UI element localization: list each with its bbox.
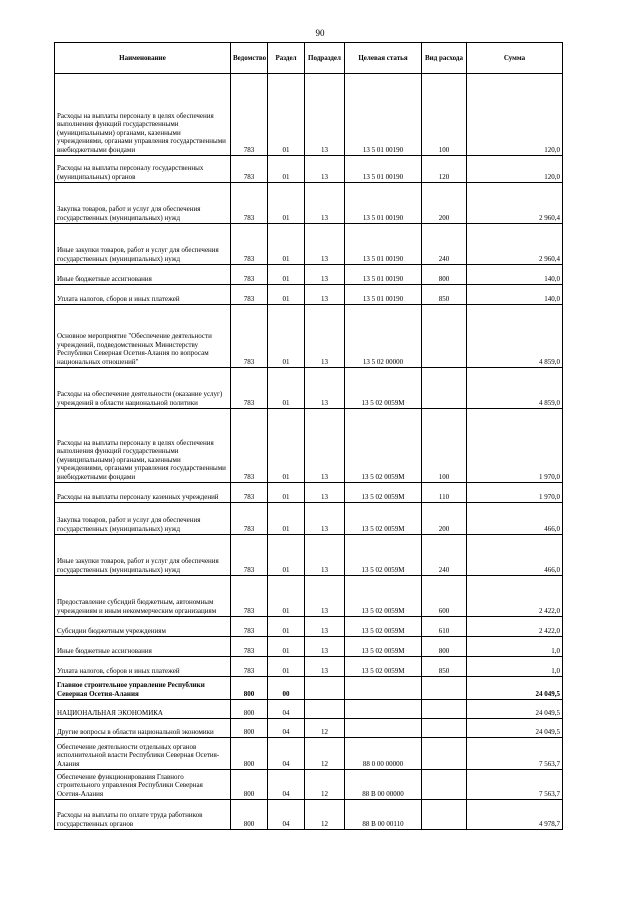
cell-name: Закупка товаров, работ и услуг для обеспечения государственных (муниципальных) нужд	[55, 183, 231, 224]
cell-department: 800	[231, 770, 268, 800]
cell-amount: 7 563,7	[467, 770, 563, 800]
cell-name: Субсидии бюджетным учреждениям	[55, 617, 231, 637]
cell-target-item: 13 5 02 0059М	[345, 368, 422, 409]
cell-expense-type	[422, 305, 467, 368]
cell-target-item: 13 5 02 0059М	[345, 409, 422, 483]
cell-section: 04	[268, 700, 305, 719]
table-row	[55, 637, 563, 657]
cell-section: 04	[268, 738, 305, 770]
cell-section: 01	[268, 483, 305, 503]
cell-amount: 120,0	[467, 74, 563, 156]
table-row	[55, 368, 563, 409]
cell-subsection: 13	[305, 224, 345, 265]
cell-department: 783	[231, 503, 268, 535]
cell-subsection: 13	[305, 637, 345, 657]
cell-section: 01	[268, 305, 305, 368]
cell-target-item: 88 0 00 00000	[345, 738, 422, 770]
header-target-item: Целевая статья	[345, 43, 422, 74]
cell-section: 01	[268, 637, 305, 657]
cell-section: 00	[268, 677, 305, 700]
cell-expense-type: 610	[422, 617, 467, 637]
cell-name: Иные закупки товаров, работ и услуг для обеспечения государственных (муниципальных) нужд	[55, 535, 231, 576]
cell-amount: 2 422,0	[467, 576, 563, 617]
cell-name: Иные бюджетные ассигнования	[55, 637, 231, 657]
cell-department: 783	[231, 576, 268, 617]
cell-amount: 466,0	[467, 535, 563, 576]
cell-amount: 140,0	[467, 285, 563, 305]
cell-target-item	[345, 719, 422, 738]
cell-department: 783	[231, 285, 268, 305]
table-row	[55, 503, 563, 535]
cell-name: Расходы на выплаты персоналу казенных учреждений	[55, 483, 231, 503]
cell-name: Расходы на выплаты по оплате труда работников государственных органов	[55, 800, 231, 830]
table-row	[55, 770, 563, 800]
table-row	[55, 657, 563, 677]
cell-amount: 24 049,5	[467, 677, 563, 700]
cell-subsection	[305, 677, 345, 700]
cell-subsection: 13	[305, 285, 345, 305]
cell-section: 01	[268, 657, 305, 677]
cell-name: Расходы на обеспечение деятельности (оказание услуг) учреждений в области национальной политики	[55, 368, 231, 409]
cell-section: 04	[268, 770, 305, 800]
cell-subsection: 13	[305, 503, 345, 535]
cell-section: 01	[268, 224, 305, 265]
cell-name: Обеспечение деятельности отдельных органов исполнительной власти Республики Северная Осетия-Алания	[55, 738, 231, 770]
cell-subsection: 13	[305, 183, 345, 224]
cell-target-item: 13 5 01 00190	[345, 74, 422, 156]
cell-expense-type: 600	[422, 576, 467, 617]
table-row	[55, 265, 563, 285]
table-row	[55, 700, 563, 719]
cell-target-item: 13 5 02 0059М	[345, 535, 422, 576]
table-row	[55, 183, 563, 224]
cell-amount: 1,0	[467, 657, 563, 677]
cell-amount: 1 970,0	[467, 483, 563, 503]
cell-department: 783	[231, 483, 268, 503]
cell-target-item: 13 5 01 00190	[345, 285, 422, 305]
cell-expense-type	[422, 368, 467, 409]
cell-subsection: 13	[305, 409, 345, 483]
cell-expense-type: 100	[422, 409, 467, 483]
cell-subsection: 12	[305, 800, 345, 830]
cell-expense-type: 120	[422, 156, 467, 183]
table-row	[55, 617, 563, 637]
cell-target-item: 13 5 02 0059М	[345, 503, 422, 535]
cell-name: Расходы на выплаты персоналу государственных (муниципальных) органов	[55, 156, 231, 183]
cell-expense-type	[422, 719, 467, 738]
cell-subsection: 12	[305, 770, 345, 800]
cell-section: 04	[268, 800, 305, 830]
cell-target-item: 88 В 00 00000	[345, 770, 422, 800]
table-row	[55, 156, 563, 183]
cell-subsection: 13	[305, 657, 345, 677]
header-name: Наименование	[55, 43, 231, 74]
cell-subsection: 13	[305, 368, 345, 409]
table-row	[55, 719, 563, 738]
cell-subsection	[305, 700, 345, 719]
cell-expense-type	[422, 700, 467, 719]
cell-department: 783	[231, 305, 268, 368]
cell-department: 783	[231, 617, 268, 637]
cell-department: 800	[231, 700, 268, 719]
cell-amount: 1,0	[467, 637, 563, 657]
cell-department: 783	[231, 183, 268, 224]
cell-expense-type	[422, 738, 467, 770]
cell-expense-type	[422, 770, 467, 800]
cell-expense-type: 850	[422, 657, 467, 677]
cell-name: Расходы на выплаты персоналу в целях обеспечения выполнения функций государственными (муниципальными) органами, казенными учреждениями, органами управления государственными внебюджетными фондами	[55, 74, 231, 156]
cell-amount: 140,0	[467, 265, 563, 285]
cell-section: 01	[268, 535, 305, 576]
table-header-row	[55, 43, 563, 74]
cell-amount: 120,0	[467, 156, 563, 183]
cell-amount: 24 049,5	[467, 719, 563, 738]
cell-name: Предоставление субсидий бюджетным, автономным учреждениям и иным некоммерческим организациям	[55, 576, 231, 617]
cell-amount: 2 422,0	[467, 617, 563, 637]
cell-subsection: 13	[305, 483, 345, 503]
cell-department: 783	[231, 637, 268, 657]
cell-target-item: 13 5 02 0059М	[345, 483, 422, 503]
cell-expense-type: 800	[422, 637, 467, 657]
header-subsection: Подраздел	[305, 43, 345, 74]
cell-subsection: 13	[305, 265, 345, 285]
cell-target-item	[345, 677, 422, 700]
cell-name: Иные закупки товаров, работ и услуг для обеспечения государственных (муниципальных) нужд	[55, 224, 231, 265]
header-amount: Сумма	[467, 43, 563, 74]
cell-target-item: 13 5 01 00190	[345, 156, 422, 183]
cell-expense-type: 850	[422, 285, 467, 305]
cell-target-item: 13 5 02 0059М	[345, 617, 422, 637]
cell-department: 800	[231, 800, 268, 830]
cell-section: 01	[268, 74, 305, 156]
cell-name: Обеспечение функционирования Главного строительного управления Республики Северная Осетия-Алания	[55, 770, 231, 800]
cell-target-item: 13 5 01 00190	[345, 183, 422, 224]
header-section: Раздел	[268, 43, 305, 74]
cell-expense-type	[422, 800, 467, 830]
cell-expense-type: 100	[422, 74, 467, 156]
cell-amount: 7 563,7	[467, 738, 563, 770]
cell-section: 01	[268, 285, 305, 305]
cell-name: Расходы на выплаты персоналу в целях обеспечения выполнения функций государственными (муниципальными) органами, казенными учреждениями, органами управления государственными внебюджетными фондами	[55, 409, 231, 483]
cell-target-item: 13 5 02 0059М	[345, 657, 422, 677]
cell-department: 783	[231, 74, 268, 156]
cell-expense-type: 200	[422, 503, 467, 535]
cell-name: Главное строительное управление Республики Северная Осетия-Алания	[55, 677, 231, 700]
cell-department: 800	[231, 738, 268, 770]
page-number: 90	[315, 28, 325, 38]
table-row	[55, 677, 563, 700]
cell-subsection: 12	[305, 719, 345, 738]
table-row	[55, 285, 563, 305]
cell-amount: 1 970,0	[467, 409, 563, 483]
cell-department: 783	[231, 409, 268, 483]
cell-section: 01	[268, 576, 305, 617]
cell-section: 01	[268, 368, 305, 409]
cell-target-item	[345, 700, 422, 719]
table-row	[55, 800, 563, 830]
cell-amount: 4 859,0	[467, 305, 563, 368]
cell-subsection: 13	[305, 305, 345, 368]
table-row	[55, 305, 563, 368]
header-expense-type: Вид расхода	[422, 43, 467, 74]
cell-section: 01	[268, 265, 305, 285]
cell-subsection: 13	[305, 576, 345, 617]
table-row	[55, 483, 563, 503]
budget-table	[54, 42, 563, 830]
table-row	[55, 74, 563, 156]
cell-target-item: 13 5 01 00190	[345, 265, 422, 285]
cell-department: 783	[231, 224, 268, 265]
cell-department: 783	[231, 156, 268, 183]
cell-target-item: 13 5 01 00190	[345, 224, 422, 265]
cell-amount: 4 859,0	[467, 368, 563, 409]
table-row	[55, 224, 563, 265]
cell-name: НАЦИОНАЛЬНАЯ ЭКОНОМИКА	[55, 700, 231, 719]
cell-subsection: 13	[305, 156, 345, 183]
cell-target-item: 13 5 02 00000	[345, 305, 422, 368]
cell-section: 01	[268, 617, 305, 637]
cell-section: 01	[268, 156, 305, 183]
cell-department: 800	[231, 719, 268, 738]
cell-department: 783	[231, 265, 268, 285]
cell-subsection: 12	[305, 738, 345, 770]
cell-expense-type: 240	[422, 535, 467, 576]
cell-name: Другие вопросы в области национальной экономики	[55, 719, 231, 738]
cell-expense-type: 200	[422, 183, 467, 224]
cell-department: 783	[231, 535, 268, 576]
cell-section: 01	[268, 409, 305, 483]
header-department: Ведомство	[231, 43, 268, 74]
cell-expense-type	[422, 677, 467, 700]
cell-name: Основное мероприятие "Обеспечение деятельности учреждений, подведомственных Министерству Республики Северная Осетия-Алания по вопросам национальных отношений"	[55, 305, 231, 368]
cell-department: 783	[231, 368, 268, 409]
table-row	[55, 738, 563, 770]
cell-target-item: 13 5 02 0059М	[345, 576, 422, 617]
cell-name: Уплата налогов, сборов и иных платежей	[55, 657, 231, 677]
cell-department: 783	[231, 657, 268, 677]
cell-amount: 4 978,7	[467, 800, 563, 830]
cell-target-item: 13 5 02 0059М	[345, 637, 422, 657]
cell-expense-type: 800	[422, 265, 467, 285]
cell-target-item: 88 В 00 00110	[345, 800, 422, 830]
cell-section: 01	[268, 183, 305, 224]
cell-section: 04	[268, 719, 305, 738]
cell-subsection: 13	[305, 535, 345, 576]
table-row	[55, 535, 563, 576]
cell-expense-type: 240	[422, 224, 467, 265]
cell-name: Иные бюджетные ассигнования	[55, 265, 231, 285]
cell-section: 01	[268, 503, 305, 535]
cell-amount: 466,0	[467, 503, 563, 535]
cell-amount: 24 049,5	[467, 700, 563, 719]
cell-expense-type: 110	[422, 483, 467, 503]
cell-name: Закупка товаров, работ и услуг для обеспечения государственных (муниципальных) нужд	[55, 503, 231, 535]
cell-amount: 2 960,4	[467, 183, 563, 224]
table-row	[55, 409, 563, 483]
cell-name: Уплата налогов, сборов и иных платежей	[55, 285, 231, 305]
cell-subsection: 13	[305, 74, 345, 156]
table-row	[55, 576, 563, 617]
cell-department: 800	[231, 677, 268, 700]
cell-subsection: 13	[305, 617, 345, 637]
cell-amount: 2 960,4	[467, 224, 563, 265]
